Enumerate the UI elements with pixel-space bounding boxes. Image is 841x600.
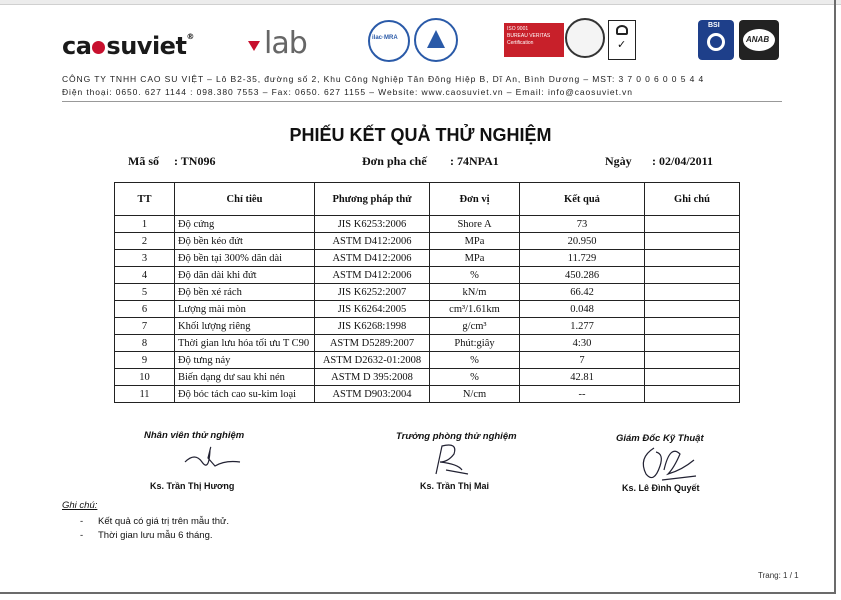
formula-label: Đơn pha chế [362,154,427,168]
table-row [115,250,740,267]
signature-name-head: Ks. Trần Thị Mai [420,481,490,491]
cell-unit: cm³/1.61km [430,301,520,318]
signature-title-director: Giám Đốc Kỹ Thuật [616,433,704,444]
signature-name-tester: Ks. Trần Thị Hương [150,481,235,491]
cell-note [645,284,740,301]
page-title: PHIẾU KẾT QUẢ THỬ NGHIỆM [289,125,552,145]
cell-method: JIS K6264:2005 [315,301,430,318]
cell-unit: kN/m [430,284,520,301]
header-criterion: Chỉ tiêu [175,183,315,216]
table-row [115,233,740,250]
cell-note [645,318,740,335]
cell-method: ASTM D5289:2007 [315,335,430,352]
cell-unit: N/cm [430,386,520,403]
cell-note [645,369,740,386]
header-tt: TT [115,183,175,216]
cell-note [645,267,740,284]
table-row [115,216,740,233]
cell-method: JIS K6268:1998 [315,318,430,335]
header-method: Phương pháp thử [315,183,430,216]
cell-note [645,386,740,403]
header-unit: Đơn vị [430,183,520,216]
cell-method: ASTM D412:2006 [315,250,430,267]
cell-method: ASTM D903:2004 [315,386,430,403]
vilas-accreditation-logo [414,18,458,62]
cell-result: 11.729 [520,250,645,267]
table-header-row [115,183,740,216]
bureau-veritas-seal-icon [565,18,605,58]
cell-result: 450.286 [520,267,645,284]
header-note: Ghi chú [645,183,740,216]
cell-method: JIS K6253:2006 [315,216,430,233]
table-row [115,318,740,335]
cell-criterion: Độ bền tại 300% dãn dài [175,250,315,267]
cell-method: ASTM D412:2006 [315,267,430,284]
results-table [114,182,740,403]
signature-name-director: Ks. Lê Đình Quyết [622,483,700,493]
cell-result: 66.42 [520,284,645,301]
table-row [115,335,740,352]
ukas-logo: ✓ [608,20,636,60]
cell-tt: 6 [115,301,175,318]
signature-director-icon [634,440,704,486]
date-value: : 02/04/2011 [652,154,714,168]
cell-criterion: Độ bóc tách cao su-kim loại [175,386,315,403]
cell-criterion: Biến dạng dư sau khi nén [175,369,315,386]
cell-note [645,335,740,352]
logo-red-dot [92,41,105,54]
cell-unit: % [430,369,520,386]
table-row [115,369,740,386]
vlab-triangle-icon [248,41,260,51]
cell-criterion: Lượng mài mòn [175,301,315,318]
cell-method: ASTM D2632-01:2008 [315,352,430,369]
logo-text-part1: ca [62,32,92,60]
cell-note [645,216,740,233]
cell-note [645,250,740,267]
company-contact-line: Điện thoại: 0650. 627 1144 : 098.380 7553 – Fax: 0650. 627 1155 – Website: www.caosuviet.vn – Email: info@caosuviet.vn [62,87,633,97]
code-label: Mã số [128,154,159,168]
bsi-logo: BSI [698,20,734,60]
cell-criterion: Độ cứng [175,216,315,233]
header-result: Kết quả [520,183,645,216]
logo-text-part2: suviet [106,32,187,60]
note-item: - Kết quả có giá trị trên mẫu thử. [80,516,229,527]
cell-unit: MPa [430,250,520,267]
cell-result: 0.048 [520,301,645,318]
signature-head-icon [428,440,488,478]
caosuviet-logo: ca suviet® [62,32,194,60]
cell-unit: g/cm³ [430,318,520,335]
ilac-mra-logo: ilac·MRA [368,20,410,62]
vlab-logo [248,26,307,61]
cell-result: 1.277 [520,318,645,335]
cell-unit: % [430,352,520,369]
bureau-veritas-iso-logo: ISO 9001 BUREAU VERITAS Certification [504,23,564,57]
cell-result: -- [520,386,645,403]
table-row [115,267,740,284]
cell-tt: 1 [115,216,175,233]
anab-logo: ANAB [739,20,779,60]
cell-tt: 5 [115,284,175,301]
cell-unit: Shore A [430,216,520,233]
code-value: : TN096 [174,154,216,168]
cell-criterion: Độ bền kéo đứt [175,233,315,250]
cell-result: 73 [520,216,645,233]
note-text: Thời gian lưu mẫu 6 tháng. [98,530,213,541]
cell-criterion: Độ tưng nảy [175,352,315,369]
note-text: Kết quả có giá trị trên mẫu thử. [98,516,229,527]
cell-tt: 4 [115,267,175,284]
page-number: Trang: 1 / 1 [758,571,799,580]
table-row [115,386,740,403]
cell-method: ASTM D412:2006 [315,233,430,250]
cell-note [645,301,740,318]
cell-method: ASTM D 395:2008 [315,369,430,386]
table-row [115,284,740,301]
cell-note [645,352,740,369]
header-divider [62,101,782,102]
signature-title-head: Trưởng phòng thử nghiệm [396,431,517,442]
formula-value: : 74NPA1 [450,154,499,168]
cell-result: 20.950 [520,233,645,250]
notes-heading: Ghi chú: [62,500,98,511]
cell-tt: 10 [115,369,175,386]
table-row [115,301,740,318]
cell-criterion: Khối lượng riêng [175,318,315,335]
cell-method: JIS K6252:2007 [315,284,430,301]
table-row [115,352,740,369]
cell-result: 4:30 [520,335,645,352]
cell-tt: 9 [115,352,175,369]
cell-criterion: Độ dãn dài khi đứt [175,267,315,284]
date-label: Ngày [605,154,632,168]
cell-unit: Phút:giây [430,335,520,352]
cell-note [645,233,740,250]
company-address-line: CÔNG TY TNHH CAO SU VIỆT – Lô B2-35, đường số 2, Khu Công Nghiệp Tân Đông Hiệp B, Dĩ An, Bình Dương – MST: 3 7 0 0 6 0 0 5 4 4 [62,74,705,84]
signature-tester-icon [180,440,250,472]
cell-tt: 2 [115,233,175,250]
cell-unit: MPa [430,233,520,250]
note-item: - Thời gian lưu mẫu 6 tháng. [80,530,213,541]
cell-result: 42.81 [520,369,645,386]
cell-tt: 3 [115,250,175,267]
cell-tt: 11 [115,386,175,403]
cell-tt: 7 [115,318,175,335]
cell-result: 7 [520,352,645,369]
cell-unit: % [430,267,520,284]
vlab-text: lab [264,26,307,61]
cell-criterion: Độ bền xé rách [175,284,315,301]
signature-title-tester: Nhân viên thử nghiệm [144,430,245,441]
cell-criterion: Thời gian lưu hóa tối ưu T C90 [175,335,315,352]
cell-tt: 8 [115,335,175,352]
